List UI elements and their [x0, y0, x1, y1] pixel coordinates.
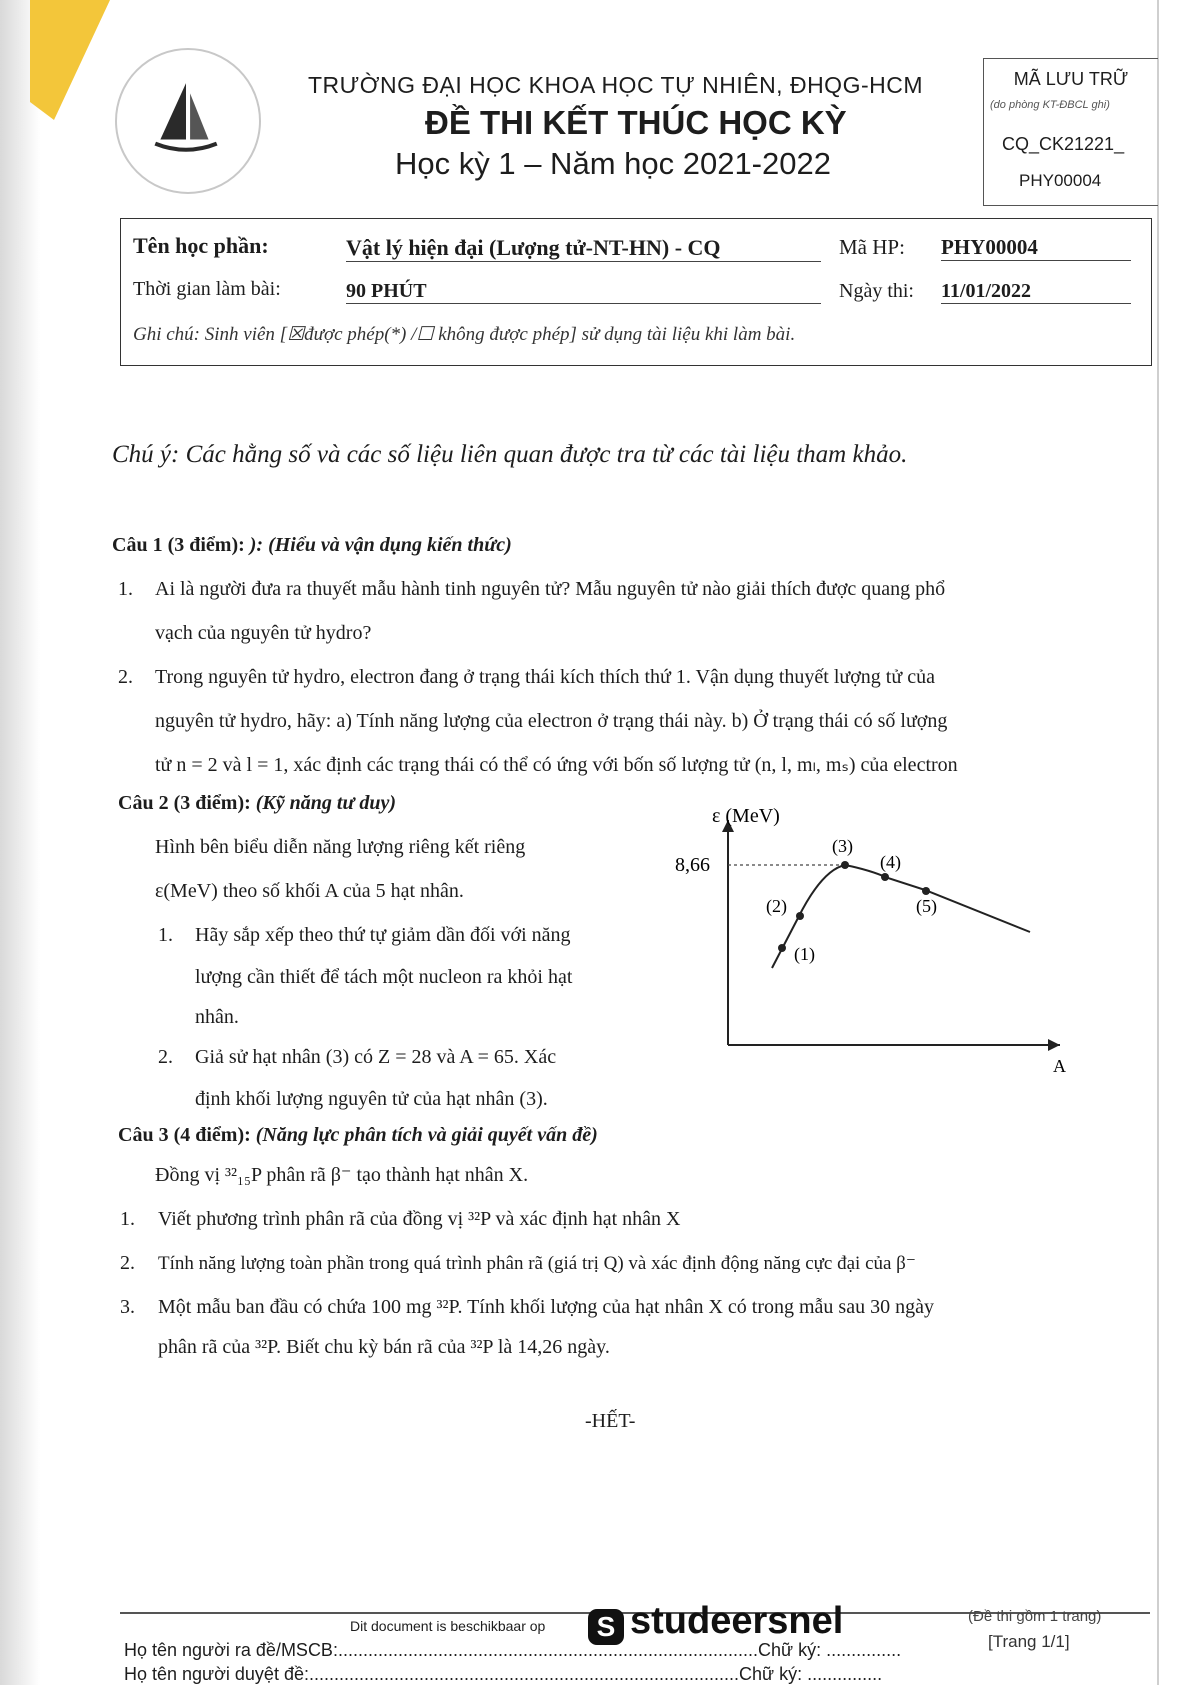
usage-note: Ghi chú: Sinh viên [☒được phép(*) /☐ không được phép] sử dụng tài liệu khi làm bài. — [133, 324, 796, 345]
attention-note: Chú ý: Các hằng số và các số liệu liên quan được tra từ các tài liệu tham khảo. — [112, 441, 908, 468]
x-axis-label: A — [1053, 1056, 1066, 1076]
q3-item3-line2: phân rã của ³²P. Biết chu kỳ bán rã của ³²P là 14,26 ngày. — [158, 1336, 610, 1358]
creator-line: Họ tên người ra đề/MSCB:....................................................................................Chữ ký: ............... — [124, 1640, 902, 1660]
studeersnel-logo-icon: S — [588, 1609, 624, 1645]
point-1-label: (1) — [794, 944, 815, 964]
q2-item1-line3: nhân. — [195, 1006, 239, 1028]
code-value: PHY00004 — [941, 235, 1131, 261]
q2-item2-num: 2. — [158, 1046, 173, 1068]
page-number: [Trang 1/1] — [988, 1632, 1070, 1651]
question-3-title — [118, 1124, 598, 1147]
q3-tag: (Năng lực phân tích và giải quyết vấn đề) — [255, 1124, 598, 1146]
point-3-label: (3) — [832, 836, 853, 856]
time-label: Thời gian làm bài: — [133, 278, 281, 300]
yellow-corner — [30, 0, 110, 120]
q2-intro-line2: ε(MeV) theo số khối A của 5 hạt nhân. — [155, 880, 464, 902]
q1-item1-line2: vạch của nguyên tử hydro? — [155, 622, 372, 644]
time-value: 90 PHÚT — [346, 280, 821, 304]
point-4 — [881, 873, 889, 881]
q1-title: Câu 1 (3 điểm): — [112, 534, 250, 556]
code-label: Mã HP: — [839, 235, 905, 259]
q1-item2-line1: Trong nguyên tử hydro, electron đang ở trạng thái kích thích thứ 1. Vận dụng thuyết lượng tử của — [155, 666, 935, 688]
q2-item2-line2: định khối lượng nguyên tử của hạt nhân (3). — [195, 1088, 548, 1110]
point-3 — [841, 861, 849, 869]
university-seal — [115, 48, 261, 194]
sailboat-icon — [145, 78, 227, 160]
q2-item1-num: 1. — [158, 924, 173, 946]
course-label: Tên học phần: — [133, 233, 269, 258]
point-2 — [796, 912, 804, 920]
archive-code-box — [983, 58, 1158, 206]
q1-item2-num: 2. — [118, 666, 133, 688]
point-4-label: (4) — [880, 852, 901, 872]
page-shadow — [0, 0, 40, 1685]
archive-code-2: PHY00004 — [1019, 171, 1102, 190]
pages-total: (Đề thi gồm 1 trang) — [968, 1608, 1102, 1625]
point-5-label: (5) — [916, 896, 937, 916]
q3-item3-num: 3. — [120, 1296, 135, 1318]
point-2-label: (2) — [766, 896, 787, 916]
q3-intro: Đồng vị ³²₁₅P phân rã β⁻ tạo thành hạt nhân X. — [155, 1164, 529, 1186]
q1-item1-line1: Ai là người đưa ra thuyết mẫu hành tinh nguyên tử? Mẫu nguyên tử nào giải thích được quang phổ — [155, 578, 946, 600]
q1-item2-line2: nguyên tử hydro, hãy: a) Tính năng lượng của electron ở trạng thái này. b) Ở trạng thái có số lượng — [155, 710, 948, 732]
q1-item2-line3: tử n = 2 và l = 1, xác định các trạng thái có thể có ứng với bốn số lượng tử (n, l, mₗ, mₛ) của electron — [155, 754, 958, 776]
university-name: TRƯỜNG ĐẠI HỌC KHOA HỌC TỰ NHIÊN, ĐHQG-HCM — [308, 72, 923, 98]
brand-name: studeersnel — [630, 1600, 844, 1642]
q1-tag: ): (Hiểu và vận dụng kiến thức) — [249, 534, 512, 556]
binding-energy-chart — [670, 800, 1070, 1080]
q3-item2: Tính năng lượng toàn phần trong quá trình phân rã (giá trị Q) và xác định động năng cực đại của β⁻ — [158, 1253, 916, 1274]
archive-title: MÃ LƯU TRỮ — [1013, 69, 1129, 89]
archive-subtitle: (do phòng KT-ĐBCL ghi) — [990, 99, 1110, 111]
q2-item2-line1: Giả sử hạt nhân (3) có Z = 28 và A = 65. Xác — [195, 1046, 557, 1068]
end-mark: -HẾT- — [585, 1410, 636, 1432]
studeersnel-brand[interactable] — [588, 1600, 843, 1645]
exam-title: ĐỀ THI KẾT THÚC HỌC KỲ — [425, 104, 847, 141]
y-marked-value: 8,66 — [675, 854, 710, 876]
q1-item1-num: 1. — [118, 578, 133, 600]
q2-title: Câu 2 (3 điểm): — [118, 792, 256, 814]
q3-item3-line1: Một mẫu ban đầu có chứa 100 mg ³²P. Tính khối lượng của hạt nhân X có trong mẫu sau 30 ngày — [158, 1296, 934, 1318]
q2-tag: (Kỹ năng tư duy) — [255, 792, 397, 814]
question-1-title — [112, 534, 512, 557]
q2-item1-line2: lượng cần thiết để tách một nucleon ra khỏi hạt — [195, 966, 573, 988]
q2-item1-line1: Hãy sắp xếp theo thứ tự giảm dần đối với năng — [195, 924, 571, 946]
date-label: Ngày thi: — [839, 280, 914, 302]
q3-title: Câu 3 (4 điểm): — [118, 1124, 256, 1146]
y-axis-label: ε (MeV) — [712, 805, 780, 827]
course-info-box — [120, 218, 1152, 366]
semester: Học kỳ 1 – Năm học 2021-2022 — [395, 146, 831, 181]
point-1 — [778, 944, 786, 952]
page-edge — [1157, 0, 1159, 1685]
available-on-text: Dit document is beschikbaar op — [350, 1618, 546, 1634]
question-2-title — [118, 792, 396, 815]
q3-item1-num: 1. — [120, 1208, 135, 1230]
q3-item2-num: 2. — [120, 1252, 135, 1274]
q2-intro-line1: Hình bên biểu diễn năng lượng riêng kết riêng — [155, 836, 526, 858]
point-5 — [922, 887, 930, 895]
course-value: Vật lý hiện đại (Lượng tử-NT-HN) - CQ — [346, 235, 821, 262]
q3-item1: Viết phương trình phân rã của đồng vị ³²P và xác định hạt nhân X — [158, 1208, 681, 1230]
date-value: 11/01/2022 — [941, 280, 1131, 304]
archive-code-1: CQ_CK21221_ — [1002, 134, 1125, 154]
approver-line: Họ tên người duyệt đề:......................................................................................Chữ ký: ............... — [124, 1664, 883, 1684]
